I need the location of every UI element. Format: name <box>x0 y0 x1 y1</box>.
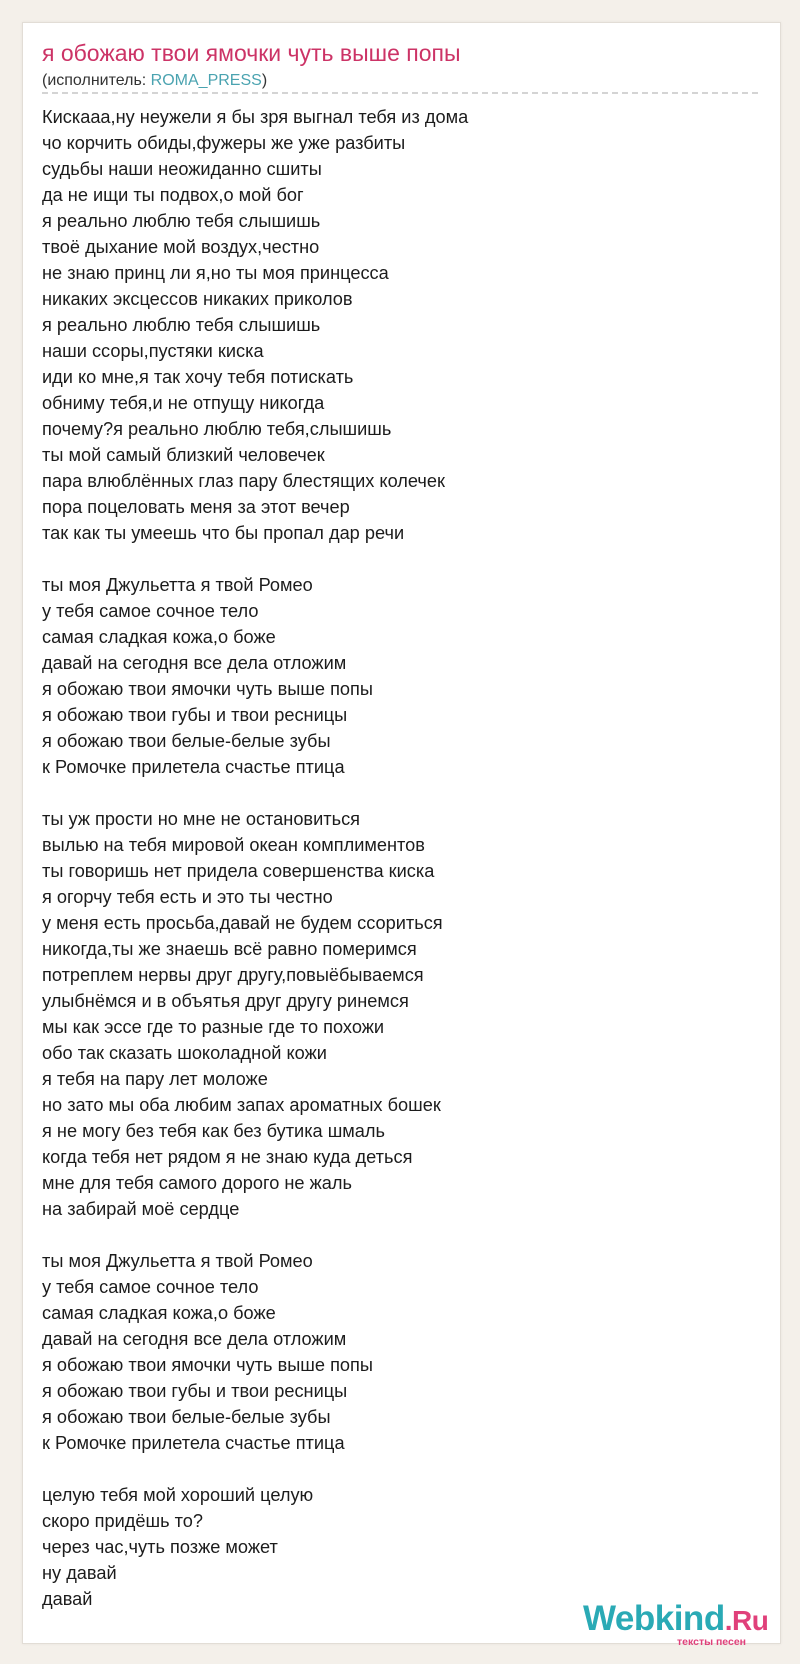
lyric-line: когда тебя нет рядом я не знаю куда деться <box>42 1147 413 1167</box>
lyric-line: я реально люблю тебя слышишь <box>42 315 321 335</box>
lyric-line: давай на сегодня все дела отложим <box>42 1329 347 1349</box>
artist-line <box>42 72 267 90</box>
lyric-line: на забирай моё сердце <box>42 1199 240 1219</box>
logo-tld: .Ru <box>724 1605 769 1636</box>
lyric-line: скоро придёшь то? <box>42 1511 203 1531</box>
lyric-line: не знаю принц ли я,но ты моя принцесса <box>42 263 389 283</box>
artist-prefix: (исполнитель: <box>42 72 151 89</box>
lyric-line: к Ромочке прилетела счастье птица <box>42 757 345 777</box>
song-title: я обожаю твои ямочки чуть выше попы <box>42 40 461 66</box>
lyric-line: самая сладкая кожа,о боже <box>42 627 276 647</box>
lyric-line: ты говоришь нет придела совершенства киска <box>42 861 435 881</box>
lyric-line: так как ты умеешь что бы пропал дар речи <box>42 523 405 543</box>
lyric-line: Кискааа,ну неужели я бы зря выгнал тебя из дома <box>42 107 469 127</box>
lyric-line: я обожаю твои ямочки чуть выше попы <box>42 679 373 699</box>
lyric-line: ты моя Джульетта я твой Ромео <box>42 1251 313 1271</box>
stanza-break <box>42 780 742 806</box>
lyric-line: ты уж прости но мне не остановиться <box>42 809 361 829</box>
lyric-line: давай <box>42 1589 93 1609</box>
lyric-line: целую тебя мой хороший целую <box>42 1485 314 1505</box>
logo-tagline: тексты песен <box>677 1636 747 1648</box>
lyric-line: у тебя самое сочное тело <box>42 1277 259 1297</box>
lyric-line: никаких эксцессов никаких приколов <box>42 289 353 309</box>
logo-wordmark <box>583 1600 768 1640</box>
lyric-line: вылью на тебя мировой океан комплиментов <box>42 835 425 855</box>
lyrics-block <box>42 104 742 1612</box>
lyric-line: ну давай <box>42 1563 117 1583</box>
lyric-line: мы как эссе где то разные где то похожи <box>42 1017 385 1037</box>
lyric-line: у меня есть просьба,давай не будем ссориться <box>42 913 443 933</box>
lyric-line: почему?я реально люблю тебя,слышишь <box>42 419 392 439</box>
lyric-line: у тебя самое сочное тело <box>42 601 259 621</box>
lyric-line: я обожаю твои губы и твои ресницы <box>42 1381 348 1401</box>
lyric-line: я реально люблю тебя слышишь <box>42 211 321 231</box>
logo-main-text: Webkind <box>583 1599 725 1638</box>
lyric-line: я обожаю твои ямочки чуть выше попы <box>42 1355 373 1375</box>
lyric-line: я не могу без тебя как без бутика шмаль <box>42 1121 386 1141</box>
lyric-line: я тебя на пару лет моложе <box>42 1069 268 1089</box>
lyric-line: через час,чуть позже может <box>42 1537 278 1557</box>
lyric-line: к Ромочке прилетела счастье птица <box>42 1433 345 1453</box>
lyric-line: я обожаю твои белые-белые зубы <box>42 1407 331 1427</box>
artist-link[interactable]: ROMA_PRESS <box>150 72 262 89</box>
lyric-line: мне для тебя самого дорого не жаль <box>42 1173 352 1193</box>
stanza-break <box>42 1456 742 1482</box>
lyric-line: но зато мы оба любим запах ароматных бошек <box>42 1095 441 1115</box>
lyric-line: самая сладкая кожа,о боже <box>42 1303 276 1323</box>
lyric-line: улыбнёмся и в объятья друг другу ринемся <box>42 991 409 1011</box>
lyric-line: твоё дыхание мой воздух,честно <box>42 237 320 257</box>
lyric-line: никогда,ты же знаешь всё равно померимся <box>42 939 417 959</box>
lyric-line: обо так сказать шоколадной кожи <box>42 1043 327 1063</box>
lyric-line: потреплем нервы друг другу,повыёбываемся <box>42 965 424 985</box>
divider <box>42 92 758 94</box>
artist-suffix: ) <box>261 72 268 89</box>
lyric-line: давай на сегодня все дела отложим <box>42 653 347 673</box>
stanza-break <box>42 546 742 572</box>
lyric-line: я огорчу тебя есть и это ты честно <box>42 887 333 907</box>
lyric-line: я обожаю твои белые-белые зубы <box>42 731 331 751</box>
lyric-line: судьбы наши неожиданно сшиты <box>42 159 322 179</box>
lyric-line: наши ссоры,пустяки киска <box>42 341 264 361</box>
lyric-line: ты моя Джульетта я твой Ромео <box>42 575 313 595</box>
lyric-line: иди ко мне,я так хочу тебя потискать <box>42 367 354 387</box>
stanza-break <box>42 1222 742 1248</box>
lyric-line: обниму тебя,и не отпущу никогда <box>42 393 325 413</box>
lyric-line: да не ищи ты подвох,о мой бог <box>42 185 304 205</box>
lyric-line: я обожаю твои губы и твои ресницы <box>42 705 348 725</box>
lyric-line: чо корчить обиды,фужеры же уже разбиты <box>42 133 406 153</box>
site-logo[interactable] <box>583 1599 783 1648</box>
lyric-line: пара влюблённых глаз пару блестящих колечек <box>42 471 445 491</box>
lyric-line: пора поцеловать меня за этот вечер <box>42 497 350 517</box>
lyric-line: ты мой самый близкий человечек <box>42 445 325 465</box>
